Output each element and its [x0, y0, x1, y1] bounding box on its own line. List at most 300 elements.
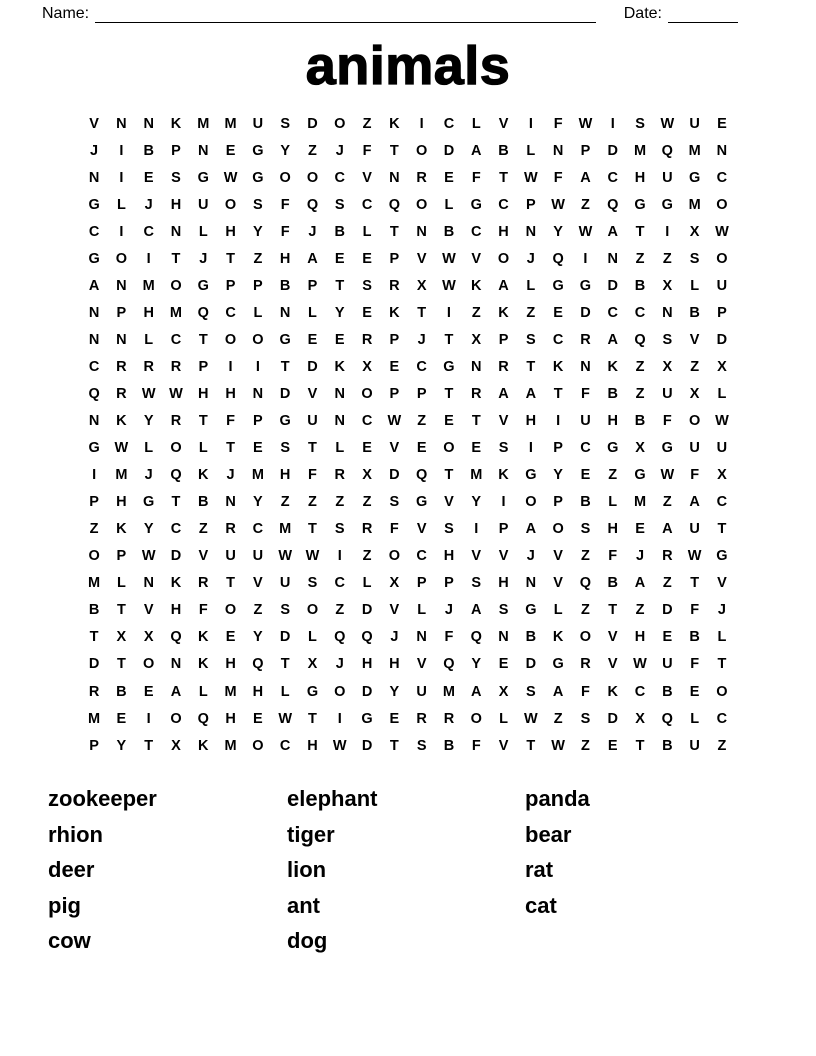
grid-letter: C — [471, 223, 482, 240]
grid-letter: H — [389, 656, 400, 673]
grid-letter: R — [334, 467, 345, 484]
grid-letter: C — [252, 521, 264, 538]
grid-letter: T — [389, 142, 399, 159]
word-list-item: cow — [48, 928, 91, 954]
grid-letter: S — [280, 115, 290, 132]
grid-letter: T — [717, 656, 727, 673]
word-list-column — [287, 788, 525, 952]
grid-letter: S — [689, 250, 700, 267]
grid-letter: L — [308, 304, 317, 321]
grid-letter: L — [553, 602, 563, 619]
grid-letter: H — [170, 602, 182, 619]
grid-letter: G — [252, 169, 264, 186]
grid-letter: W — [687, 548, 702, 565]
grid-letter: P — [253, 277, 263, 294]
word-list-item: dog — [287, 928, 328, 954]
grid-letter: E — [689, 683, 700, 700]
grid-letter: L — [198, 223, 208, 240]
grid-letter: U — [198, 196, 209, 213]
grid-letter: S — [334, 521, 345, 538]
grid-letter: N — [170, 223, 182, 240]
grid-letter: C — [361, 413, 373, 430]
grid-letter: F — [280, 223, 290, 240]
grid-letter: O — [579, 629, 592, 646]
grid-letter: L — [499, 710, 508, 727]
grid-letter: E — [116, 710, 127, 727]
grid-letter: R — [416, 169, 427, 186]
grid-letter: W — [578, 115, 593, 132]
grid-letter: Z — [253, 250, 263, 267]
grid-letter: R — [580, 656, 591, 673]
grid-letter: Q — [252, 656, 264, 673]
grid-letter: L — [690, 710, 700, 727]
grid-letter: C — [416, 548, 427, 565]
grid-letter: X — [662, 277, 673, 294]
grid-letter: T — [171, 494, 181, 511]
grid-letter: U — [307, 413, 318, 430]
grid-letter: D — [307, 358, 318, 375]
grid-letter: G — [88, 250, 100, 267]
grid-letter: M — [142, 277, 155, 294]
grid-letter: O — [88, 548, 100, 565]
grid-letter: V — [198, 548, 209, 565]
grid-letter: Z — [635, 602, 645, 619]
grid-letter: C — [225, 304, 236, 321]
grid-letter: S — [444, 521, 454, 538]
grid-letter: V — [498, 737, 509, 754]
grid-letter: K — [498, 304, 509, 321]
grid-letter: D — [443, 142, 455, 159]
grid-letter: G — [88, 196, 100, 213]
grid-letter: H — [525, 413, 537, 430]
grid-letter: N — [88, 413, 100, 430]
grid-letter: Z — [662, 575, 672, 592]
grid-letter: O — [361, 385, 373, 402]
grid-letter: T — [308, 710, 317, 727]
grid-letter: K — [198, 656, 209, 673]
grid-letter: Q — [197, 710, 209, 727]
grid-letter: G — [552, 656, 564, 673]
grid-letter: L — [526, 142, 536, 159]
grid-letter: O — [115, 250, 128, 267]
grid-letter: W — [387, 413, 402, 430]
grid-letter: D — [607, 277, 618, 294]
grid-letter: L — [198, 683, 208, 700]
grid-letter: R — [116, 358, 127, 375]
grid-letter: E — [362, 250, 372, 267]
word-list-item: cat — [525, 892, 557, 918]
grid-letter: W — [523, 710, 538, 727]
grid-letter: N — [116, 115, 127, 132]
grid-letter: L — [362, 575, 372, 592]
grid-letter: H — [279, 250, 291, 267]
grid-letter: C — [716, 710, 728, 727]
grid-letter: H — [498, 575, 509, 592]
grid-letter: L — [308, 629, 317, 646]
grid-letter: W — [278, 710, 292, 727]
grid-letter: L — [144, 440, 154, 457]
grid-letter: G — [361, 710, 373, 727]
grid-letter: W — [114, 440, 129, 457]
grid-letter: E — [307, 331, 318, 348]
grid-letter: B — [662, 683, 673, 700]
grid-letter: F — [308, 467, 317, 484]
grid-letter: F — [690, 656, 700, 673]
header — [0, 0, 816, 23]
grid-letter: A — [471, 683, 482, 700]
grid-letter: N — [225, 494, 236, 511]
grid-letter: G — [607, 440, 619, 457]
grid-letter: W — [578, 223, 593, 240]
grid-letter: C — [143, 223, 154, 240]
grid-letter: O — [470, 710, 482, 727]
grid-letter: N — [552, 142, 564, 159]
grid-letter: Q — [443, 656, 455, 673]
grid-letter: G — [470, 196, 482, 213]
grid-letter: C — [361, 196, 373, 213]
grid-letter: T — [226, 575, 235, 592]
grid-letter: F — [553, 169, 563, 186]
grid-letter: U — [716, 440, 728, 457]
grid-letter: N — [580, 358, 591, 375]
grid-letter: O — [443, 440, 455, 457]
grid-letter: S — [526, 331, 536, 348]
grid-letter: B — [88, 602, 100, 619]
grid-letter: X — [307, 656, 318, 673]
grid-letter: O — [170, 710, 182, 727]
grid-letter: O — [525, 494, 537, 511]
grid-letter: G — [634, 196, 646, 213]
grid-letter: P — [416, 575, 427, 592]
grid-letter: C — [716, 169, 728, 186]
grid-letter: V — [416, 521, 427, 538]
grid-letter: Z — [526, 304, 536, 321]
grid-letter: A — [607, 331, 618, 348]
word-list-item: tiger — [287, 821, 335, 847]
grid-letter: Q — [88, 385, 100, 402]
grid-letter: T — [389, 737, 399, 754]
word-list-item: zookeeper — [48, 786, 157, 812]
grid-letter: Z — [280, 494, 290, 511]
grid-letter: E — [662, 629, 673, 646]
grid-letter: R — [143, 358, 154, 375]
grid-letter: V — [89, 115, 99, 132]
grid-letter: M — [633, 142, 647, 159]
grid-letter: Q — [170, 629, 182, 646]
grid-letter: Q — [416, 467, 428, 484]
grid-letter: D — [361, 683, 373, 700]
grid-letter: C — [552, 331, 564, 348]
grid-letter: Z — [362, 548, 372, 565]
grid-letter: V — [389, 440, 400, 457]
grid-letter: D — [662, 602, 673, 619]
grid-letter: V — [471, 548, 482, 565]
grid-letter: T — [526, 358, 536, 375]
grid-letter: Z — [335, 494, 345, 511]
grid-letter: G — [525, 467, 537, 484]
grid-letter: D — [88, 656, 100, 673]
grid-letter: L — [526, 277, 536, 294]
grid-letter: V — [471, 250, 482, 267]
grid-letter: J — [635, 548, 645, 565]
grid-letter: F — [471, 737, 481, 754]
grid-letter: Q — [661, 710, 673, 727]
grid-letter: G — [525, 602, 537, 619]
grid-letter: O — [224, 331, 237, 348]
grid-letter: S — [416, 737, 427, 754]
grid-letter: P — [389, 331, 400, 348]
letter-grid — [0, 110, 816, 759]
grid-letter: G — [688, 169, 701, 186]
grid-letter: B — [116, 683, 127, 700]
grid-letter: T — [526, 737, 536, 754]
grid-letter: M — [442, 683, 455, 700]
grid-letter: B — [689, 629, 700, 646]
grid-letter: T — [280, 656, 290, 673]
grid-letter: C — [334, 575, 345, 592]
grid-letter: U — [252, 548, 264, 565]
grid-letter: X — [143, 629, 154, 646]
grid-letter: H — [143, 304, 154, 321]
grid-letter: B — [607, 385, 618, 402]
grid-letter: Z — [553, 710, 563, 727]
grid-letter: X — [362, 358, 372, 375]
grid-letter: I — [528, 440, 533, 457]
grid-letter: N — [88, 304, 100, 321]
grid-letter: P — [498, 521, 509, 538]
grid-letter: X — [362, 467, 372, 484]
word-list — [0, 788, 816, 952]
word-list-item: lion — [287, 857, 327, 883]
grid-letter: K — [198, 629, 209, 646]
grid-letter: O — [334, 683, 346, 700]
grid-letter: O — [143, 656, 155, 673]
grid-letter: G — [252, 142, 264, 159]
grid-letter: K — [170, 115, 182, 132]
grid-letter: R — [116, 385, 127, 402]
grid-letter: M — [688, 142, 701, 159]
grid-letter: U — [416, 683, 427, 700]
grid-letter: A — [634, 575, 646, 592]
grid-letter: V — [498, 413, 509, 430]
grid-letter: V — [253, 575, 263, 592]
grid-letter: S — [498, 602, 509, 619]
grid-letter: B — [443, 737, 455, 754]
grid-letter: T — [717, 521, 727, 538]
grid-letter: B — [443, 223, 455, 240]
grid-letter: X — [689, 385, 700, 402]
grid-letter: H — [225, 710, 236, 727]
grid-letter: A — [170, 683, 182, 700]
grid-letter: T — [144, 737, 154, 754]
grid-letter: X — [635, 710, 645, 727]
grid-letter: J — [417, 331, 426, 348]
grid-letter: W — [223, 169, 238, 186]
grid-letter: R — [170, 358, 182, 375]
grid-letter: Y — [280, 142, 290, 159]
grid-letter: T — [226, 440, 235, 457]
grid-letter: G — [197, 277, 209, 294]
grid-letter: U — [279, 575, 291, 592]
grid-letter: Q — [634, 331, 646, 348]
grid-letter: S — [334, 196, 345, 213]
grid-letter: S — [253, 196, 263, 213]
grid-letter: L — [417, 602, 427, 619]
grid-letter: A — [552, 683, 564, 700]
grid-letter: T — [499, 169, 508, 186]
grid-letter: V — [362, 169, 372, 186]
grid-letter: S — [498, 440, 509, 457]
grid-letter: W — [442, 250, 456, 267]
grid-letter: N — [116, 277, 127, 294]
grid-letter: I — [501, 494, 506, 511]
grid-letter: U — [252, 115, 264, 132]
grid-letter: V — [307, 385, 318, 402]
name-input-line[interactable] — [95, 7, 596, 23]
grid-letter: P — [89, 494, 99, 511]
grid-letter: H — [198, 385, 209, 402]
grid-letter: W — [305, 548, 320, 565]
grid-letter: Z — [362, 115, 372, 132]
grid-letter: P — [553, 494, 563, 511]
grid-letter: T — [171, 250, 181, 267]
grid-letter: C — [580, 440, 591, 457]
grid-letter: E — [635, 521, 645, 538]
grid-letter: T — [417, 304, 427, 321]
grid-letter: U — [662, 656, 673, 673]
grid-letter: H — [443, 548, 455, 565]
grid-letter: G — [306, 683, 319, 700]
grid-letter: I — [556, 413, 561, 430]
grid-letter: A — [471, 602, 482, 619]
grid-letter: I — [146, 710, 151, 727]
grid-letter: C — [170, 521, 182, 538]
grid-letter: N — [716, 142, 728, 159]
grid-letter: O — [416, 196, 428, 213]
grid-letter: W — [141, 385, 156, 402]
grid-letter: N — [334, 413, 345, 430]
grid-letter: S — [580, 521, 591, 538]
grid-letter: J — [90, 142, 99, 159]
grid-letter: X — [662, 358, 673, 375]
date-input-line[interactable] — [668, 7, 738, 23]
grid-letter: P — [89, 737, 99, 754]
grid-letter: E — [225, 142, 236, 159]
grid-letter: L — [253, 304, 263, 321]
grid-letter: F — [553, 115, 563, 132]
grid-letter: Y — [253, 629, 263, 646]
grid-letter: Y — [334, 304, 345, 321]
grid-letter: V — [498, 115, 509, 132]
grid-letter: M — [169, 304, 183, 321]
grid-letter: W — [633, 656, 647, 673]
grid-letter: O — [170, 277, 182, 294]
grid-letter: K — [170, 575, 182, 592]
grid-letter: W — [551, 196, 565, 213]
grid-letter: E — [471, 440, 482, 457]
grid-letter: L — [144, 331, 154, 348]
grid-letter: I — [474, 521, 479, 538]
word-list-item: elephant — [287, 786, 378, 812]
grid-letter: I — [255, 358, 260, 375]
grid-letter: S — [307, 575, 318, 592]
grid-letter: A — [580, 169, 591, 186]
grid-letter: P — [389, 250, 400, 267]
grid-letter: D — [607, 142, 618, 159]
grid-letter: B — [334, 223, 345, 240]
grid-letter: T — [198, 331, 208, 348]
grid-letter: W — [332, 737, 347, 754]
grid-letter: B — [607, 575, 618, 592]
grid-letter: B — [279, 277, 291, 294]
grid-letter: M — [633, 494, 647, 511]
grid-letter: T — [635, 223, 645, 240]
grid-letter: G — [552, 277, 564, 294]
grid-letter: N — [88, 331, 100, 348]
grid-letter: M — [88, 575, 101, 592]
grid-letter: O — [279, 169, 291, 186]
grid-letter: O — [252, 737, 264, 754]
grid-letter: R — [443, 710, 455, 727]
grid-letter: E — [498, 656, 509, 673]
grid-letter: L — [362, 223, 372, 240]
grid-letter: S — [635, 115, 645, 132]
grid-letter: W — [442, 277, 456, 294]
grid-letter: K — [116, 413, 127, 430]
grid-letter: P — [253, 413, 263, 430]
grid-letter: M — [224, 683, 237, 700]
grid-letter: T — [690, 575, 700, 592]
grid-letter: O — [688, 413, 701, 430]
grid-letter: Z — [662, 494, 672, 511]
grid-letter: A — [307, 250, 318, 267]
grid-letter: T — [444, 331, 454, 348]
grid-letter: H — [116, 494, 127, 511]
grid-letter: V — [498, 548, 509, 565]
grid-letter: U — [689, 115, 700, 132]
grid-letter: Z — [662, 250, 672, 267]
grid-letter: I — [337, 548, 342, 565]
grid-letter: R — [662, 548, 673, 565]
grid-letter: U — [689, 737, 700, 754]
grid-letter: Q — [607, 196, 619, 213]
grid-letter: O — [224, 602, 237, 619]
grid-letter: O — [388, 548, 400, 565]
grid-letter: D — [389, 467, 400, 484]
grid-letter: D — [580, 304, 591, 321]
grid-letter: G — [416, 494, 428, 511]
grid-letter: Z — [581, 737, 590, 754]
grid-letter: F — [280, 196, 290, 213]
grid-letter: Z — [362, 494, 372, 511]
grid-letter: N — [170, 656, 182, 673]
grid-letter: J — [199, 250, 208, 267]
grid-letter: F — [581, 683, 590, 700]
grid-letter: I — [337, 710, 342, 727]
grid-letter: F — [362, 142, 372, 159]
grid-letter: E — [362, 440, 372, 457]
grid-letter: J — [335, 656, 344, 673]
grid-letter: U — [580, 413, 591, 430]
grid-letter: B — [143, 142, 154, 159]
grid-letter: F — [444, 629, 454, 646]
grid-letter: W — [278, 548, 292, 565]
grid-letter: R — [498, 358, 509, 375]
grid-letter: J — [526, 548, 535, 565]
grid-letter: J — [144, 467, 153, 484]
grid-letter: E — [143, 683, 154, 700]
grid-letter: R — [361, 521, 373, 538]
